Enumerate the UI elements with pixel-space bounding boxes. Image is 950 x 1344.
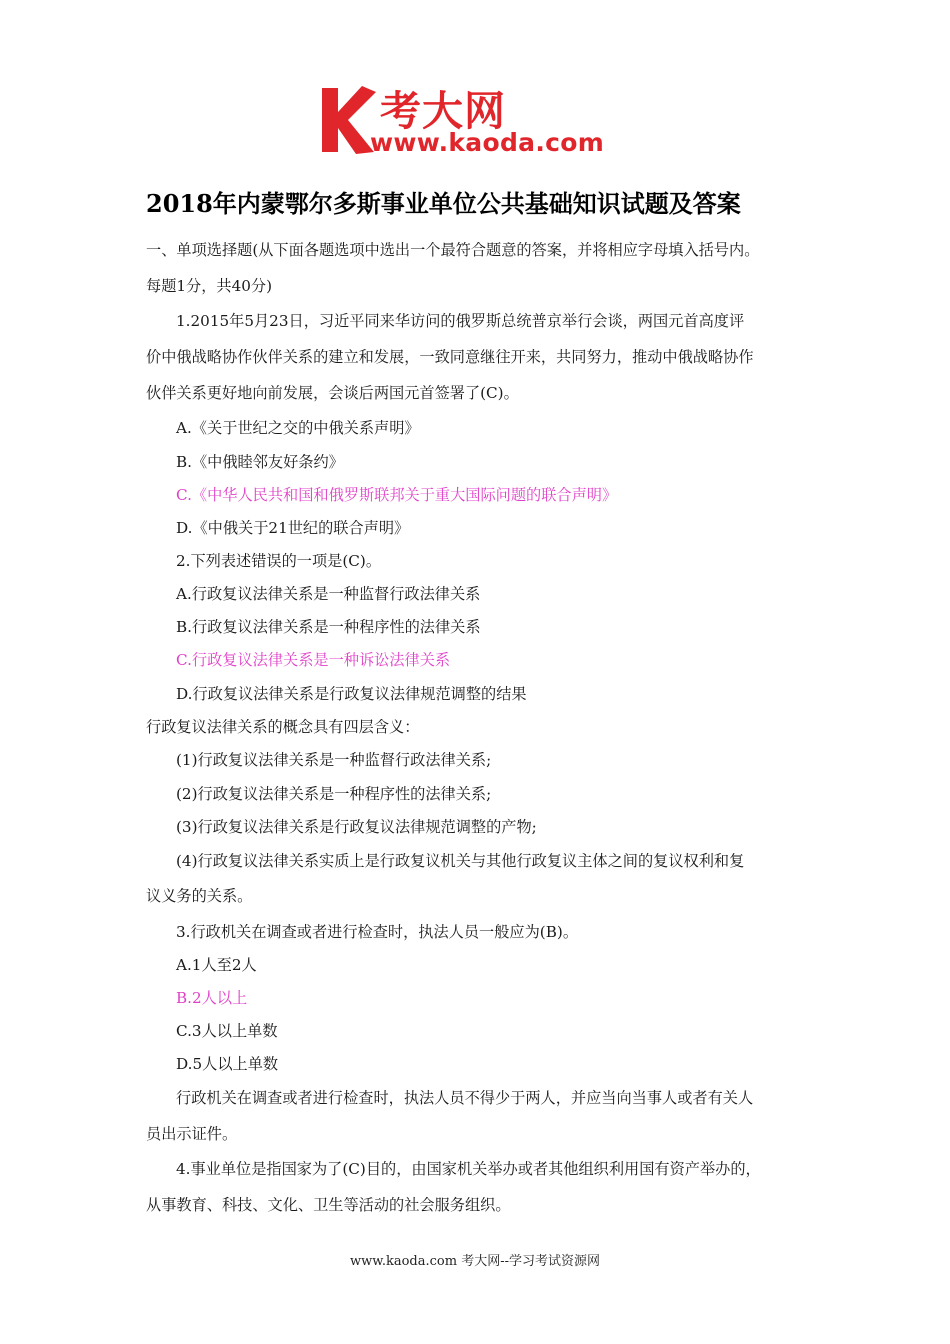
logo-brand-url: www.kaoda.com [370, 128, 605, 157]
explanation-cont: 员出示证件。 [146, 1125, 238, 1143]
option-b: B.《中俄睦邻友好条约》 [176, 453, 344, 471]
question-3: 3.行政机关在调查或者进行检查时，执法人员一般应为(B)。 [176, 923, 579, 941]
explanation: 行政机关在调查或者进行检查时，执法人员不得少于两人，并应当向当事人或者有关人 [176, 1089, 754, 1107]
logo-brand-cn: 考大网 [380, 87, 506, 135]
explanation-item-cont: 议义务的关系。 [146, 887, 253, 905]
option-b: B.行政复议法律关系是一种程序性的法律关系 [176, 618, 481, 636]
option-d: D.《中俄关于21世纪的联合声明》 [176, 519, 410, 537]
document-title: 2018年内蒙鄂尔多斯事业单位公共基础知识试题及答案 [146, 189, 741, 218]
question-1: 1.2015年5月23日，习近平同来华访问的俄罗斯总统普京举行会谈，两国元首高度评 [176, 312, 745, 330]
option-c: C.3人以上单数 [176, 1022, 278, 1040]
explanation-item: (1)行政复议法律关系是一种监督行政法律关系; [176, 751, 492, 769]
k-logo-icon [318, 82, 378, 156]
section-heading-cont: 每题1分，共40分) [146, 277, 273, 295]
option-c-answer: C.《中华人民共和国和俄罗斯联邦关于重大国际问题的联合声明》 [176, 486, 618, 504]
option-c-answer: C.行政复议法律关系是一种诉讼法律关系 [176, 651, 451, 669]
question-2: 2.下列表述错误的一项是(C)。 [176, 552, 382, 570]
option-d: D.5人以上单数 [176, 1055, 279, 1073]
explanation: 行政复议法律关系的概念具有四层含义： [146, 718, 420, 736]
question-1-cont: 价中俄战略协作伙伴关系的建立和发展，一致同意继往开来，共同努力，推动中俄战略协作 [146, 348, 754, 366]
page-footer: www.kaoda.com 考大网--学习考试资源网 [350, 1254, 600, 1269]
question-1-cont: 伙伴关系更好地向前发展，会谈后两国元首签署了(C)。 [146, 384, 519, 402]
option-a: A.行政复议法律关系是一种监督行政法律关系 [176, 585, 481, 603]
option-b-answer: B.2人以上 [176, 989, 248, 1007]
explanation-item: (3)行政复议法律关系是行政复议法律规范调整的产物; [176, 818, 537, 836]
option-a: A.《关于世纪之交的中俄关系声明》 [176, 419, 420, 437]
kaoda-logo [318, 82, 638, 160]
question-4-cont: 从事教育、科技、文化、卫生等活动的社会服务组织。 [146, 1196, 511, 1214]
option-a: A.1人至2人 [176, 956, 257, 974]
explanation-item: (2)行政复议法律关系是一种程序性的法律关系; [176, 785, 492, 803]
explanation-item: (4)行政复议法律关系实质上是行政复议机关与其他行政复议主体之间的复议权利和复 [176, 852, 745, 870]
section-heading: 一、单项选择题(从下面各题选项中选出一个最符合题意的答案，并将相应字母填入括号内。 [146, 241, 760, 259]
question-4: 4.事业单位是指国家为了(C)目的，由国家机关举办或者其他组织利用国有资产举办的， [176, 1160, 761, 1178]
option-d: D.行政复议法律关系是行政复议法律规范调整的结果 [176, 685, 527, 703]
